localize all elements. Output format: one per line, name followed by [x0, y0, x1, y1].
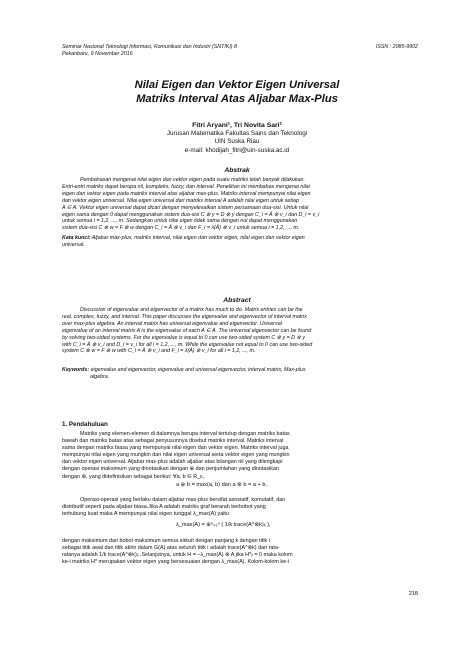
kata-kunci-label: Kata kunci: [62, 235, 91, 241]
intro-paragraph-2 [62, 497, 418, 518]
abstract-line: by solving two-sided systems. For the eigenvalue is equal to 0 can use two-sided system C ⊗ y = D ⊗ y [62, 334, 306, 341]
formula-lambda-max: λ_max(A) = ⊕ᵏ₌₁ⁿ ( 1/k trace(A^⊗k)ᵢᵢ ), [176, 522, 271, 528]
abstrak-heading: Abstrak [224, 167, 250, 174]
running-header [62, 44, 418, 58]
body-line: mempunyai nilai eigen yang mungkin dan nilai eigen universal serta vektor eigen yang mungkin [62, 452, 290, 459]
header-issn: ISSN : 2085-9902 [375, 44, 418, 50]
body-line: Matriks yang elemen-elemen di dalamnya berupa interval tertutup dengan matriks batas [80, 431, 290, 437]
formula-max-plus-ops: a ⊕ b = max(a, b) dan a ⊗ b = a + b. [176, 482, 267, 488]
keywords-text-2: algebra. [90, 373, 110, 380]
body-line: sebagai titik awal dan titik akhir dalam G(A) atas seluruh titik i adalah trace(A^⊗k) dan rata- [62, 545, 280, 552]
title-line-1: Nilai Eigen dan Vektor Eigen Universal [134, 79, 340, 91]
abstract-line: with C_i = Ā ⊗ v_i and D_i = v_i for all i = 1,2, ..., m. While the eigenvalue not equal to 0 can use two-sided [62, 341, 313, 348]
abstrak-line: eigen dan vektor eigen pada matriks interval atas aljabar max-plus. Matriks interval mempunyai nilai eigen [62, 190, 311, 197]
body-line: dengan maksimum dari bobot maksimum semua sirkuit dengan panjang k dengan titik i [62, 538, 270, 544]
keywords-label: Keywords: [62, 367, 90, 373]
body-line: bawah dan matriks batas atas sebagai penyusunnya disebut matriks interval. Matriks interval [62, 438, 284, 445]
abstract-line: Discussion of eigenvalue and eigenvector of a matrix has much to do. Matrix entries can be the [80, 307, 303, 313]
header-location-date: Pekanbaru, 9 November 2016 [62, 51, 133, 57]
kata-kunci-text-2: universal. [62, 241, 85, 248]
abstrak-line: A ∈ A. Vektor eigen universal dapat dicari dengan menyelesaikan sistem persamaan dua-sisi. Untuk nilai [62, 204, 309, 211]
section-heading: 1. Pendahuluan [62, 421, 108, 428]
keywords-text: eigenvalue and eigenvector, eigenvalue and universal eigenvector, interval matrix, Max-plus [90, 367, 306, 373]
abstract-line: system C ⊗ w = F ⊗ w with C_i = Ā ⊗ v_i and F_i = λ(Ā) ⊗ v_i for all i = 1,2, ..., m. [62, 348, 256, 355]
kata-kunci-text: Aljabar max-plus, matriks interval, nilai eigen dan vektor eigen, nilai eigen dan vektor eigen [91, 235, 305, 241]
body-line: ratanya adalah 1/k trace(A^⊗k)ᵢᵢ .Selanjutnya, untuk H = −λ_max(A) ⊗ A jika H*ᵢₗ = 0 maka kolom [62, 552, 293, 559]
body-line: ke-i matriks H* merupakan vektor eigen yang bersesuaian dengan λ_max(A). Kolom-kolom ke-i [62, 559, 290, 566]
abstrak-keywords [62, 235, 418, 249]
intro-paragraph-3 [62, 538, 418, 566]
abstrak-line: dan vektor eigen universal. Nilai eigen universal dari matriks interval A adalah nilai eigen untuk setiap [62, 197, 299, 204]
abstrak-line: sistem dua-sisi C ⊗ w = F ⊗ w dengan C_i = Ā ⊗ v_i dan F_i = λ(Ā) ⊗ v_i untuk semua i = 1,2, ..., m. [62, 225, 300, 232]
title-line-2: Matriks Interval Atas Aljabar Max-Plus [136, 93, 338, 105]
author-email: e-mail: khodijah_fitri@uin-suska.ac.id [184, 146, 290, 154]
abstrak-line: untuk semua i = 1,2, ..., m. Sedangkan untuk nilai eigen tidak sama dengan nol dapat menggunakan [62, 218, 298, 225]
intro-paragraph-1 [62, 431, 418, 481]
paper-title [0, 78, 474, 106]
author-university: UIN Suska Riau [214, 138, 260, 146]
author-block [0, 122, 474, 155]
abstrak-body [62, 177, 418, 232]
abstract-heading: Abstract [223, 297, 251, 304]
body-line: dengan operasi maksimum yang dinotasikan dengan ⊕ dan penjumlahan yang dinotasikan [62, 466, 279, 473]
abstrak-line: eigen sama dengan 0 dapat menggunakan sistem dua-sisi C ⊗ y = D ⊗ y dengan C_i = Ā ⊗ v_i dan D_i = v_i [62, 211, 320, 218]
abstrak-line: Entri-entri matriks dapat berupa nil, kompleks, fuzzy, dan interval. Penelitian ini membahas mengenai nilai [62, 183, 310, 190]
header-conference: Seminar Nasional Teknologi Informasi, Komunikasi dan Industri (SNTIKI) 8 [62, 44, 237, 50]
body-line: dengan ⊗, yang didefinisikan sebagai berikut: ∀a, b ∈ R_ε, [62, 473, 205, 480]
abstract-line: real, complex, fuzzy, and interval. This paper discusses the eigenvalue and eigenvector of interval matrix [62, 313, 307, 320]
abstrak-line: Pembahasan mengenai nilai eigen dan vektor eigen pada suatu matriks telah banyak dilakukan. [80, 177, 305, 183]
page-number: 218 [408, 591, 418, 597]
body-line: Operasi-operasi yang berlaku dalam aljabar max-plus bersifat asosiatif, komutatif, dan [80, 497, 286, 503]
author-names: Fitri Aryani¹, Tri Novita Sari² [192, 122, 282, 129]
author-department: Jurusan Matematika Fakultas Sains dan Teknologi [166, 130, 308, 138]
abstract-body [62, 307, 418, 355]
body-line: sama dengan matriks biasa yang mempunyai nilai eigen dan vektor eigen. Matriks interval juga [62, 445, 289, 452]
body-line: terhubung kuat maka A mempunyai nilai eigen tunggal λ_max(A) yaitu [62, 511, 229, 518]
abstract-line: eigenvalue of an interval matrix A is the eigenvalue of each A ∈ A. The universal eigenvector can be found [62, 327, 312, 334]
body-line: distributif seperti pada aljabar biasa.Jika A adalah matriks graf berarah berbobot yang [62, 504, 266, 511]
body-line: dan vektor eigen universal. Aljabar max-plus adalah aljabar atas bilangan riil yang dilengkapi [62, 459, 283, 466]
abstract-keywords [62, 367, 418, 381]
abstract-line: over max-plus algebra. An interval matrix has universal eigenvalue and eigenvector. Universal [62, 320, 282, 327]
